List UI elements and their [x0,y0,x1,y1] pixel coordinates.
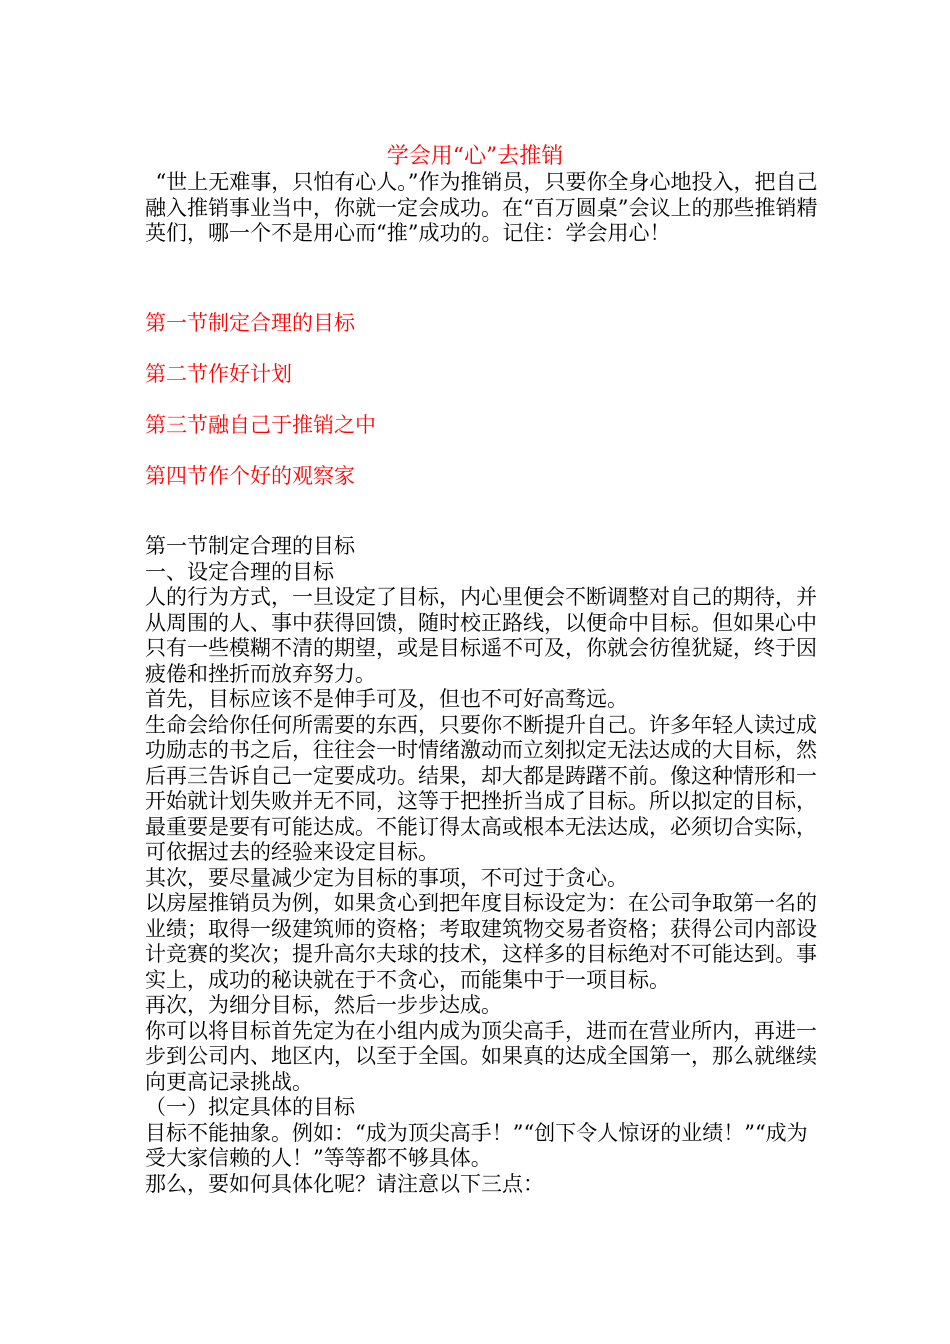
section-heading: 第一节制定合理的目标 [145,534,355,558]
subsection-heading: （一）拟定具体的目标 [145,1095,355,1119]
body-paragraph: 再次，为细分目标，然后一步步达成。 [145,993,502,1017]
body-paragraph: 首先，目标应该不是伸手可及，但也不可好高骛远。 [145,687,628,711]
body-paragraph: 其次，要尽量减少定为目标的事项，不可过于贪心。 [145,865,628,890]
body-paragraph: 你可以将目标首先定为在小组内成为顶尖高手，进而在营业所内，再进一步到公司内、地区内，以至于全国。如果真的达成全国第一，那么就继续向更高记录挑战。 [145,1018,817,1094]
body-paragraph: 以房屋推销员为例，如果贪心到把年度目标设定为：在公司争取第一名的业绩；取得一级建筑师的资格；考取建筑物交易者资格；获得公司内部设计竞赛的奖次；提升高尔夫球的技术，这样多的目标绝对不可能达到。事实上，成功的秘诀就在于不贪心，而能集中于一项目标。 [145,891,817,992]
body-paragraph: 目标不能抽象。例如：“成为顶尖高手！”“创下令人惊讶的业绩！”“成为受大家信赖的人！”等等都不够具体。 [145,1120,808,1170]
body-paragraph: 人的行为方式，一旦设定了目标，内心里便会不断调整对自己的期待，并从周围的人、事中获得回馈，随时校正路线，以便命中目标。但如果心中只有一些模糊不清的期望，或是目标遥不可及，你就会彷徨犹疑，终于因疲倦和挫折而放弃努力。 [145,585,817,686]
subsection-heading: 一、设定合理的目标 [145,559,334,584]
document-title: 学会用“心”去推销 [386,144,564,169]
toc-item-3: 第三节融自己于推销之中 [145,413,376,437]
toc-item-2: 第二节作好计划 [145,362,292,386]
body-section [145,534,827,1197]
intro-section [145,170,827,247]
body-paragraph: 那么，要如何具体化呢？请注意以下三点： [145,1171,544,1196]
toc-item-1: 第一节制定合理的目标 [145,311,355,335]
toc-item-4: 第四节作个好的观察家 [145,464,355,488]
intro-paragraph: “世上无难事，只怕有心人。”作为推销员，只要你全身心地投入，把自己融入推销事业当中，你就一定会成功。在“百万圆桌”会议上的那些推销精英们，哪一个不是用心而“推”成功的。记住：学会用心！ [145,170,818,245]
body-paragraph: 生命会给你任何所需要的东西，只要你不断提升自己。许多年轻人读过成功励志的书之后，往往会一时情绪激动而立刻拟定无法达成的大目标，然后再三告诉自己一定要成功。结果，却大都是踌躇不前。像这种情形和一开始就计划失败并无不同，这等于把挫折当成了目标。所以拟定的目标，最重要是要有可能达成。不能订得太高或根本无法达成，必须切合实际，可依据过去的经验来设定目标。 [145,712,817,864]
